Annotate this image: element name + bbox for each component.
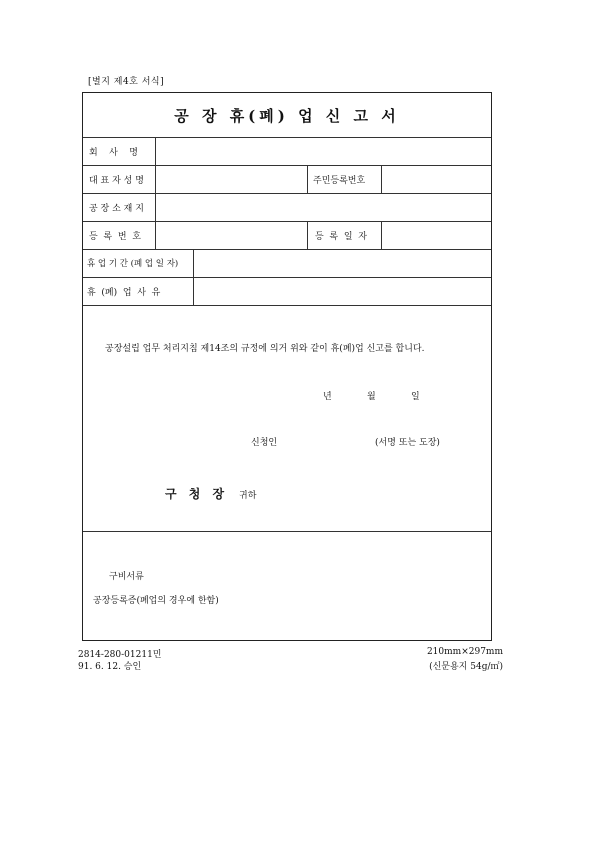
representative-label: 대 표 자 성 명 <box>89 175 144 186</box>
representative-field[interactable] <box>163 165 303 193</box>
factory-location-field[interactable] <box>163 193 483 221</box>
statement-text: 공장설립 업무 처리지침 제14조의 규정에 의거 위와 같이 휴(폐)업 신고를 합니다. <box>105 344 425 354</box>
form-number: [별지 제4호 서식] <box>88 77 165 87</box>
company-name-field[interactable] <box>165 137 485 165</box>
row-divider <box>83 531 491 532</box>
date-month: 월 <box>367 392 376 402</box>
form-title: 공 장 휴(폐) 업 신 고 서 <box>174 106 400 125</box>
reason-field[interactable] <box>199 277 489 305</box>
documents-heading: 구비서류 <box>109 572 144 582</box>
footer-code: 2814-280-01211민 <box>78 650 162 660</box>
footer-paper: (신문용지 54g/㎡) <box>429 662 503 672</box>
row-divider <box>83 305 491 306</box>
addressee-chief: 구 청 장 <box>165 487 229 501</box>
date-day: 일 <box>411 392 420 402</box>
date-year: 년 <box>323 392 332 402</box>
registration-date-label: 등 록 일 자 <box>315 231 367 242</box>
reason-label: 휴 (폐) 업 사 유 <box>87 287 161 298</box>
applicant-label: 신청인 <box>251 438 278 448</box>
col-divider <box>381 221 382 249</box>
factory-location-label: 공 장 소 재 지 <box>89 203 144 214</box>
documents-item: 공장등록증(폐업의 경우에 한함) <box>93 596 219 606</box>
resident-no-field[interactable] <box>385 165 485 193</box>
col-divider <box>307 165 308 193</box>
registration-date-field[interactable] <box>385 221 485 249</box>
col-divider <box>155 137 156 249</box>
footer-approval: 91. 6. 12. 승인 <box>78 662 142 672</box>
signature-note: (서명 또는 도장) <box>375 438 440 448</box>
suspension-period-field[interactable] <box>199 249 489 277</box>
company-name-label: 회 사 명 <box>89 147 138 158</box>
col-divider <box>307 221 308 249</box>
resident-no-label: 주민등록번호 <box>313 175 366 186</box>
footer-size: 210mm×297mm <box>426 647 503 657</box>
registration-no-label: 등 록 번 호 <box>89 231 141 242</box>
suspension-period-label: 휴 업 기 간 (폐 업 일 자) <box>87 259 179 269</box>
col-divider <box>193 249 194 305</box>
addressee-honorific: 귀하 <box>239 491 257 501</box>
registration-no-field[interactable] <box>163 221 303 249</box>
report-form <box>82 92 492 641</box>
col-divider <box>381 165 382 193</box>
